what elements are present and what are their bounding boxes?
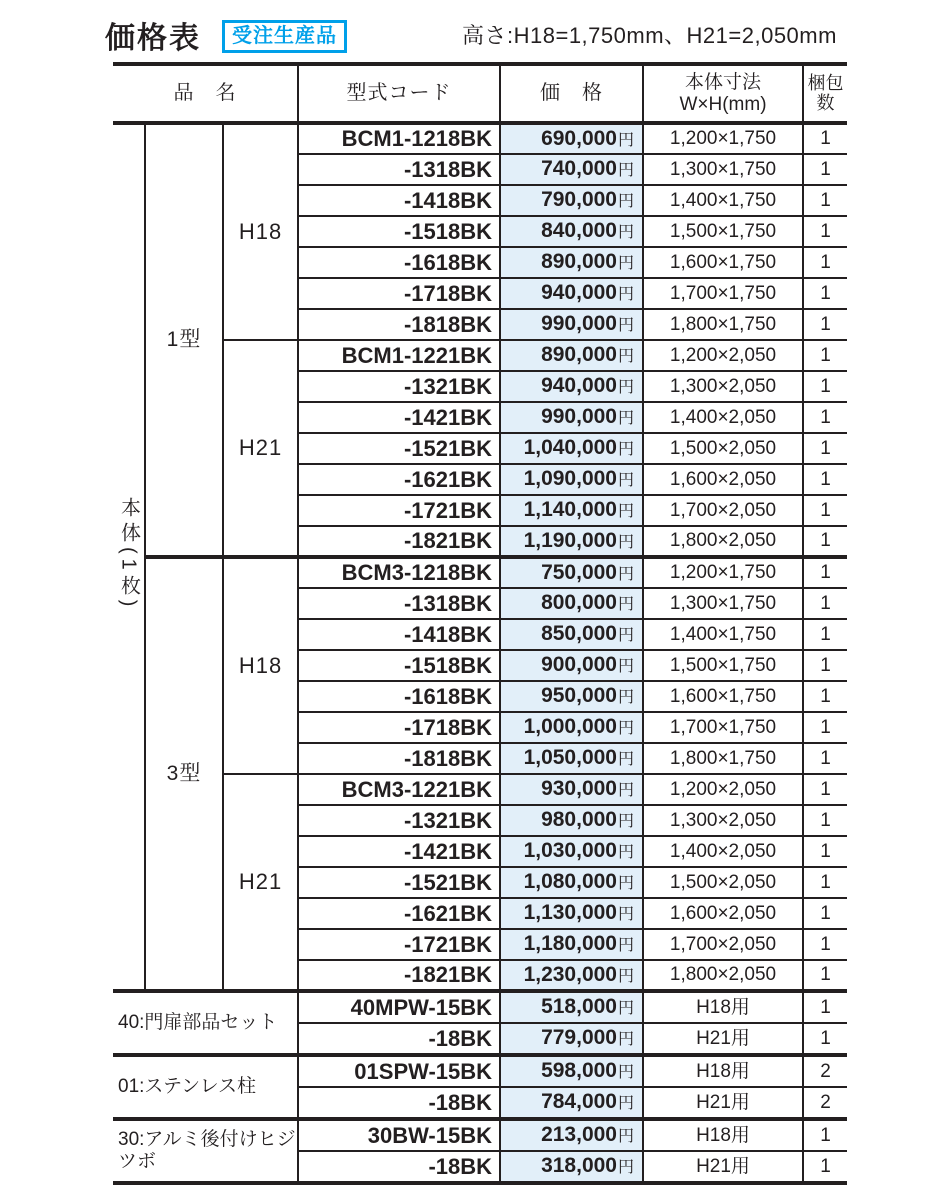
price-value: 1,230,000 [523, 962, 617, 986]
price-value: 990,000 [541, 312, 617, 336]
model-code-cell: -1521BK [298, 433, 500, 464]
col-header-size [643, 64, 803, 123]
price-value: 779,000 [541, 1026, 617, 1050]
size-cell: H21用 [643, 1023, 803, 1055]
yen-unit: 円 [618, 689, 635, 707]
yen-unit: 円 [618, 441, 635, 459]
model-code-cell: BCM3-1218BK [298, 557, 500, 588]
price-value: 1,080,000 [523, 870, 617, 894]
pack-qty-cell: 1 [803, 991, 847, 1023]
size-cell: 1,200×2,050 [643, 340, 803, 371]
model-code-cell: -1818BK [298, 309, 500, 340]
yen-unit: 円 [618, 1031, 635, 1049]
price-cell [500, 1023, 643, 1055]
size-cell: 1,400×2,050 [643, 402, 803, 433]
pack-header-line1: 梱包 [807, 72, 844, 93]
size-cell: 1,800×2,050 [643, 960, 803, 991]
pack-qty-cell: 1 [803, 278, 847, 309]
size-cell: H18用 [643, 1055, 803, 1087]
table-row [113, 991, 847, 1023]
price-cell [500, 216, 643, 247]
pack-qty-cell: 1 [803, 960, 847, 991]
size-cell: H21用 [643, 1087, 803, 1119]
table-row [113, 123, 847, 154]
model-code-cell: -1621BK [298, 464, 500, 495]
price-cell [500, 650, 643, 681]
model-code-cell: BCM1-1218BK [298, 123, 500, 154]
model-code-cell: -1821BK [298, 526, 500, 557]
price-cell [500, 340, 643, 371]
rowlabel-type3: 3型 [145, 557, 223, 991]
size-cell: 1,600×1,750 [643, 247, 803, 278]
size-cell: 1,200×2,050 [643, 774, 803, 805]
pack-qty-cell: 1 [803, 681, 847, 712]
yen-unit: 円 [618, 503, 635, 521]
pack-qty-cell: 1 [803, 154, 847, 185]
price-value: 318,000 [541, 1154, 617, 1178]
col-header-product-name: 品 名 [113, 64, 298, 123]
yen-unit: 円 [618, 782, 635, 800]
price-value: 1,180,000 [523, 932, 617, 956]
table-row [113, 1119, 847, 1151]
price-cell [500, 712, 643, 743]
size-cell: 1,700×1,750 [643, 278, 803, 309]
pack-qty-cell: 1 [803, 898, 847, 929]
model-code-cell: -1418BK [298, 619, 500, 650]
price-value: 1,030,000 [523, 839, 617, 863]
price-value: 950,000 [541, 684, 617, 708]
price-cell [500, 588, 643, 619]
pack-qty-cell: 1 [803, 650, 847, 681]
price-cell [500, 774, 643, 805]
price-cell [500, 991, 643, 1023]
price-cell [500, 743, 643, 774]
size-cell: 1,400×2,050 [643, 836, 803, 867]
model-code-cell: -1318BK [298, 588, 500, 619]
size-cell: 1,400×1,750 [643, 185, 803, 216]
price-value: 1,130,000 [523, 901, 617, 925]
pack-qty-cell: 1 [803, 185, 847, 216]
yen-unit: 円 [618, 1000, 635, 1018]
col-header-price: 価 格 [500, 64, 643, 123]
table-row [113, 557, 847, 588]
pack-qty-cell: 1 [803, 805, 847, 836]
price-cell [500, 185, 643, 216]
size-cell: 1,600×2,050 [643, 464, 803, 495]
price-value: 213,000 [541, 1123, 617, 1147]
pack-qty-cell: 1 [803, 464, 847, 495]
price-value: 1,140,000 [523, 498, 617, 522]
price-cell [500, 1151, 643, 1183]
size-cell: 1,600×1,750 [643, 681, 803, 712]
model-code-cell: -1421BK [298, 402, 500, 433]
size-cell: 1,500×2,050 [643, 867, 803, 898]
price-value: 1,190,000 [523, 528, 617, 552]
price-cell [500, 154, 643, 185]
pack-qty-cell: 1 [803, 123, 847, 154]
pack-qty-cell: 1 [803, 1119, 847, 1151]
model-code-cell: BCM3-1221BK [298, 774, 500, 805]
rowlabel-stainless-post: 01:ステンレス柱 [113, 1055, 298, 1119]
model-code-cell: -1321BK [298, 371, 500, 402]
yen-unit: 円 [618, 1128, 635, 1146]
size-cell: 1,800×2,050 [643, 526, 803, 557]
price-cell [500, 371, 643, 402]
size-cell: 1,300×2,050 [643, 371, 803, 402]
col-header-model-code: 型式コード [298, 64, 500, 123]
pack-qty-cell: 1 [803, 247, 847, 278]
pack-qty-cell: 1 [803, 402, 847, 433]
yen-unit: 円 [618, 193, 635, 211]
price-value: 1,000,000 [523, 715, 617, 739]
yen-unit: 円 [618, 937, 635, 955]
yen-unit: 円 [618, 1159, 635, 1177]
price-value: 900,000 [541, 653, 617, 677]
model-code-cell: -1321BK [298, 805, 500, 836]
price-value: 790,000 [541, 188, 617, 212]
model-code-cell: -1421BK [298, 836, 500, 867]
pack-qty-cell: 1 [803, 867, 847, 898]
yen-unit: 円 [618, 317, 635, 335]
model-code-cell: -18BK [298, 1151, 500, 1183]
yen-unit: 円 [618, 379, 635, 397]
size-cell: H18用 [643, 1119, 803, 1151]
model-code-cell: -1818BK [298, 743, 500, 774]
size-cell: 1,200×1,750 [643, 123, 803, 154]
price-cell [500, 1087, 643, 1119]
table-row [113, 774, 847, 805]
model-code-cell: -1518BK [298, 216, 500, 247]
pack-qty-cell: 1 [803, 557, 847, 588]
yen-unit: 円 [618, 596, 635, 614]
col-header-pack-qty [803, 64, 847, 123]
yen-unit: 円 [618, 533, 635, 551]
model-code-cell: -1721BK [298, 495, 500, 526]
price-cell [500, 526, 643, 557]
size-cell: 1,400×1,750 [643, 619, 803, 650]
yen-unit: 円 [618, 286, 635, 304]
price-cell [500, 433, 643, 464]
size-cell: 1,700×2,050 [643, 495, 803, 526]
pack-qty-cell: 1 [803, 371, 847, 402]
price-value: 930,000 [541, 777, 617, 801]
price-value: 890,000 [541, 250, 617, 274]
yen-unit: 円 [618, 967, 635, 985]
size-cell: 1,200×1,750 [643, 557, 803, 588]
yen-unit: 円 [618, 627, 635, 645]
pack-qty-cell: 2 [803, 1055, 847, 1087]
model-code-cell: -1521BK [298, 867, 500, 898]
size-cell: 1,800×1,750 [643, 743, 803, 774]
price-value: 740,000 [541, 157, 617, 181]
price-cell [500, 836, 643, 867]
model-code-cell: 30BW-15BK [298, 1119, 500, 1151]
made-to-order-badge: 受注生産品 [222, 20, 347, 53]
height-note: 高さ:H18=1,750mm、H21=2,050mm [462, 23, 837, 48]
price-cell [500, 1119, 643, 1151]
size-cell: 1,500×1,750 [643, 650, 803, 681]
header-row [113, 64, 847, 123]
model-code-cell: 40MPW-15BK [298, 991, 500, 1023]
yen-unit: 円 [618, 224, 635, 242]
model-code-cell: -1518BK [298, 650, 500, 681]
pack-qty-cell: 1 [803, 526, 847, 557]
yen-unit: 円 [618, 813, 635, 831]
price-value: 598,000 [541, 1059, 617, 1083]
model-code-cell: -1318BK [298, 154, 500, 185]
price-cell [500, 619, 643, 650]
pack-qty-cell: 1 [803, 836, 847, 867]
pack-qty-cell: 1 [803, 743, 847, 774]
size-cell: H21用 [643, 1151, 803, 1183]
price-value: 800,000 [541, 591, 617, 615]
model-code-cell: 01SPW-15BK [298, 1055, 500, 1087]
price-value: 940,000 [541, 374, 617, 398]
yen-unit: 円 [618, 1095, 635, 1113]
size-cell: 1,700×2,050 [643, 929, 803, 960]
size-cell: 1,700×1,750 [643, 712, 803, 743]
model-code-cell: -1721BK [298, 929, 500, 960]
yen-unit: 円 [618, 658, 635, 676]
price-value: 1,040,000 [523, 436, 617, 460]
yen-unit: 円 [618, 131, 635, 149]
pack-qty-cell: 1 [803, 774, 847, 805]
pack-header-line2: 数 [816, 92, 835, 113]
price-cell [500, 464, 643, 495]
pack-qty-cell: 1 [803, 1023, 847, 1055]
price-cell [500, 402, 643, 433]
pack-qty-cell: 1 [803, 619, 847, 650]
price-cell [500, 557, 643, 588]
price-cell [500, 278, 643, 309]
price-cell [500, 898, 643, 929]
price-cell [500, 1055, 643, 1087]
price-cell [500, 123, 643, 154]
yen-unit: 円 [618, 348, 635, 366]
model-code-cell: -1718BK [298, 278, 500, 309]
rowlabel-type1-h18: H18 [223, 123, 298, 340]
rowlabel-aluminum-hinge: 30:アルミ後付けヒジツボ [113, 1119, 298, 1183]
page-title: 価格表 [105, 22, 201, 55]
body-panel-vertical-label: 本体(1枚) [117, 497, 140, 612]
price-cell [500, 495, 643, 526]
yen-unit: 円 [618, 720, 635, 738]
yen-unit: 円 [618, 162, 635, 180]
price-value: 940,000 [541, 281, 617, 305]
pack-qty-cell: 1 [803, 309, 847, 340]
price-value: 990,000 [541, 405, 617, 429]
table-row [113, 340, 847, 371]
size-cell: 1,500×2,050 [643, 433, 803, 464]
size-cell: 1,800×1,750 [643, 309, 803, 340]
pack-qty-cell: 1 [803, 340, 847, 371]
size-cell: 1,500×1,750 [643, 216, 803, 247]
model-code-cell: -18BK [298, 1023, 500, 1055]
rowlabel-type1: 1型 [145, 123, 223, 557]
pack-qty-cell: 1 [803, 495, 847, 526]
model-code-cell: -18BK [298, 1087, 500, 1119]
pack-qty-cell: 2 [803, 1087, 847, 1119]
price-cell [500, 929, 643, 960]
yen-unit: 円 [618, 906, 635, 924]
price-value: 840,000 [541, 219, 617, 243]
rowlabel-type1-h21: H21 [223, 340, 298, 557]
price-value: 980,000 [541, 808, 617, 832]
price-cell [500, 309, 643, 340]
model-code-cell: -1821BK [298, 960, 500, 991]
yen-unit: 円 [618, 472, 635, 490]
pack-qty-cell: 1 [803, 929, 847, 960]
model-code-cell: -1418BK [298, 185, 500, 216]
price-value: 890,000 [541, 343, 617, 367]
price-value: 784,000 [541, 1090, 617, 1114]
pack-qty-cell: 1 [803, 216, 847, 247]
pack-qty-cell: 1 [803, 1151, 847, 1183]
model-code-cell: -1618BK [298, 247, 500, 278]
price-value: 1,050,000 [523, 746, 617, 770]
model-code-cell: -1618BK [298, 681, 500, 712]
price-cell [500, 247, 643, 278]
rowlabel-type3-h21: H21 [223, 774, 298, 991]
yen-unit: 円 [618, 844, 635, 862]
size-header-line2: W×H(mm) [679, 93, 767, 115]
price-value: 750,000 [541, 560, 617, 584]
price-table [113, 62, 847, 1185]
price-cell [500, 681, 643, 712]
yen-unit: 円 [618, 255, 635, 273]
model-code-cell: -1718BK [298, 712, 500, 743]
price-cell [500, 960, 643, 991]
size-cell: 1,600×2,050 [643, 898, 803, 929]
table-row [113, 1055, 847, 1087]
size-cell: 1,300×2,050 [643, 805, 803, 836]
yen-unit: 円 [618, 1064, 635, 1082]
yen-unit: 円 [618, 410, 635, 428]
rowlabel-body-panel [113, 123, 145, 991]
rowlabel-gate-parts-set: 40:門扉部品セット [113, 991, 298, 1055]
model-code-cell: -1621BK [298, 898, 500, 929]
yen-unit: 円 [618, 751, 635, 769]
size-cell: H18用 [643, 991, 803, 1023]
yen-unit: 円 [618, 875, 635, 893]
price-value: 518,000 [541, 995, 617, 1019]
size-header-line1: 本体寸法 [685, 71, 762, 93]
price-value: 1,090,000 [523, 467, 617, 491]
pack-qty-cell: 1 [803, 433, 847, 464]
price-value: 690,000 [541, 126, 617, 150]
model-code-cell: BCM1-1221BK [298, 340, 500, 371]
size-cell: 1,300×1,750 [643, 154, 803, 185]
yen-unit: 円 [618, 565, 635, 583]
price-cell [500, 805, 643, 836]
price-cell [500, 867, 643, 898]
pack-qty-cell: 1 [803, 712, 847, 743]
rowlabel-type3-h18: H18 [223, 557, 298, 774]
pack-qty-cell: 1 [803, 588, 847, 619]
price-value: 850,000 [541, 622, 617, 646]
size-cell: 1,300×1,750 [643, 588, 803, 619]
